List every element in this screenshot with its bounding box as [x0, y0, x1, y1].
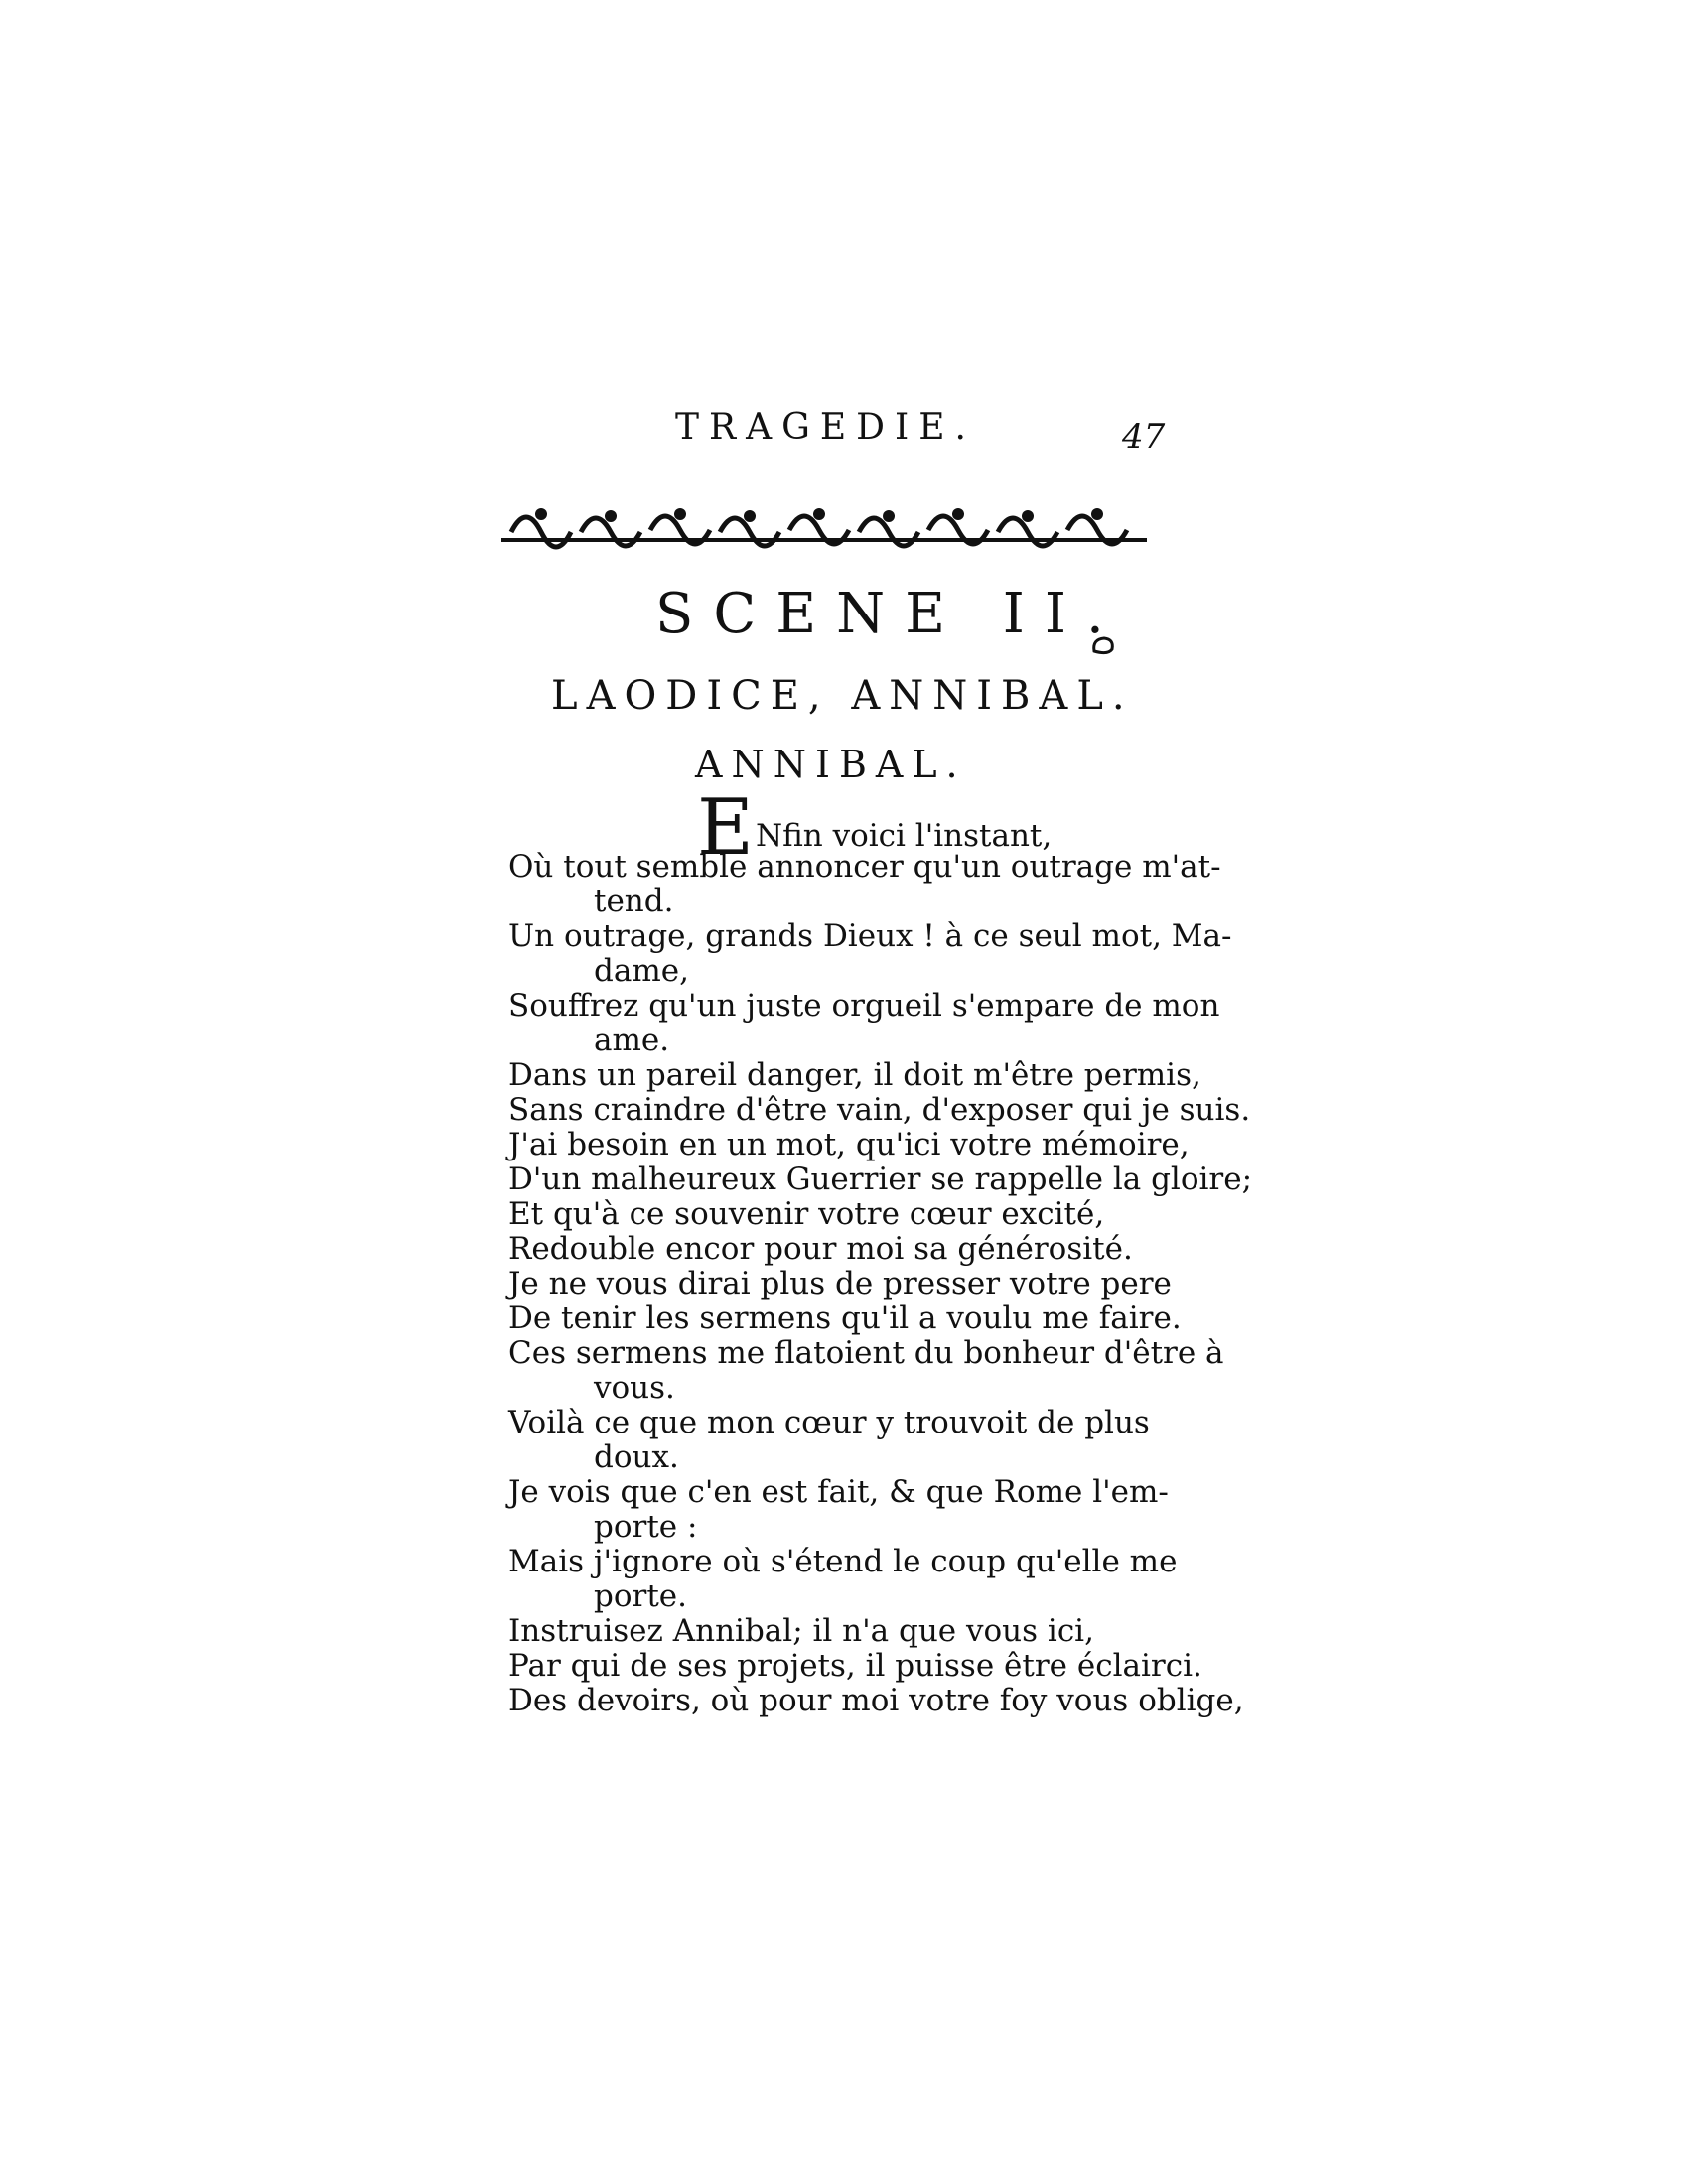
verse-line: Des devoirs, où pour moi votre foy vous oblige, — [508, 1683, 1244, 1718]
ink-mark-icon — [1090, 635, 1116, 657]
verse-line: Dans un pareil danger, il doit m'être permis, — [508, 1057, 1201, 1093]
verse-line: Ces sermens me flatoient du bonheur d'être à — [508, 1335, 1224, 1371]
verse-line: Et qu'à ce souvenir votre cœur excité, — [508, 1196, 1105, 1232]
drop-cap: E — [697, 783, 754, 873]
verse-line: Instruisez Annibal; il n'a que vous ici, — [508, 1613, 1094, 1649]
verse-line: Un outrage, grands Dieux ! à ce seul mot, Ma- — [508, 918, 1232, 954]
verse-line: Mais j'ignore où s'étend le coup qu'elle me — [508, 1544, 1178, 1579]
verse-line-continuation: vous. — [594, 1370, 675, 1406]
verse-line-continuation: tend. — [594, 884, 674, 919]
running-head: TRAGEDIE. — [675, 407, 976, 448]
verse-first-line: Nfin voici l'instant, — [755, 818, 1053, 854]
verse-line-continuation: dame, — [594, 953, 689, 989]
verse-block — [508, 783, 1253, 1718]
verse-line: Où tout semble annoncer qu'un outrage m'at- — [508, 849, 1221, 885]
page-number: 47 — [1122, 417, 1166, 457]
verse-line: Par qui de ses projets, il puisse être éclairci. — [508, 1648, 1202, 1684]
verse-line: Voilà ce que mon cœur y trouvoit de plus — [508, 1405, 1150, 1440]
verse-line: Je vois que c'en est fait, & que Rome l'em- — [508, 1474, 1169, 1510]
verse-line: Redouble encor pour moi sa générosité. — [508, 1231, 1133, 1267]
scene-title: SCENE II. — [655, 582, 1124, 646]
verse-line: Souffrez qu'un juste orgueil s'empare de mon — [508, 988, 1220, 1024]
verse-line: J'ai besoin en un mot, qu'ici votre mémoire, — [508, 1127, 1190, 1162]
scene-characters: LAODICE, ANNIBAL. — [551, 673, 1134, 719]
verse-line: De tenir les sermens qu'il a voulu me faire. — [508, 1300, 1182, 1336]
verse-line: D'un malheureux Guerrier se rappelle la gloire; — [508, 1161, 1253, 1197]
verse-line: Sans craindre d'être vain, d'exposer qui je suis. — [508, 1092, 1251, 1128]
verse-line-continuation: doux. — [594, 1439, 679, 1475]
verse-line-continuation: porte : — [594, 1509, 698, 1545]
speaker-name: ANNIBAL. — [695, 743, 967, 786]
ornament-band-icon — [501, 492, 1157, 552]
verse-line-continuation: ame. — [594, 1023, 670, 1058]
verse-line-continuation: porte. — [594, 1578, 687, 1614]
verse-line: Je ne vous dirai plus de presser votre pere — [508, 1266, 1172, 1301]
